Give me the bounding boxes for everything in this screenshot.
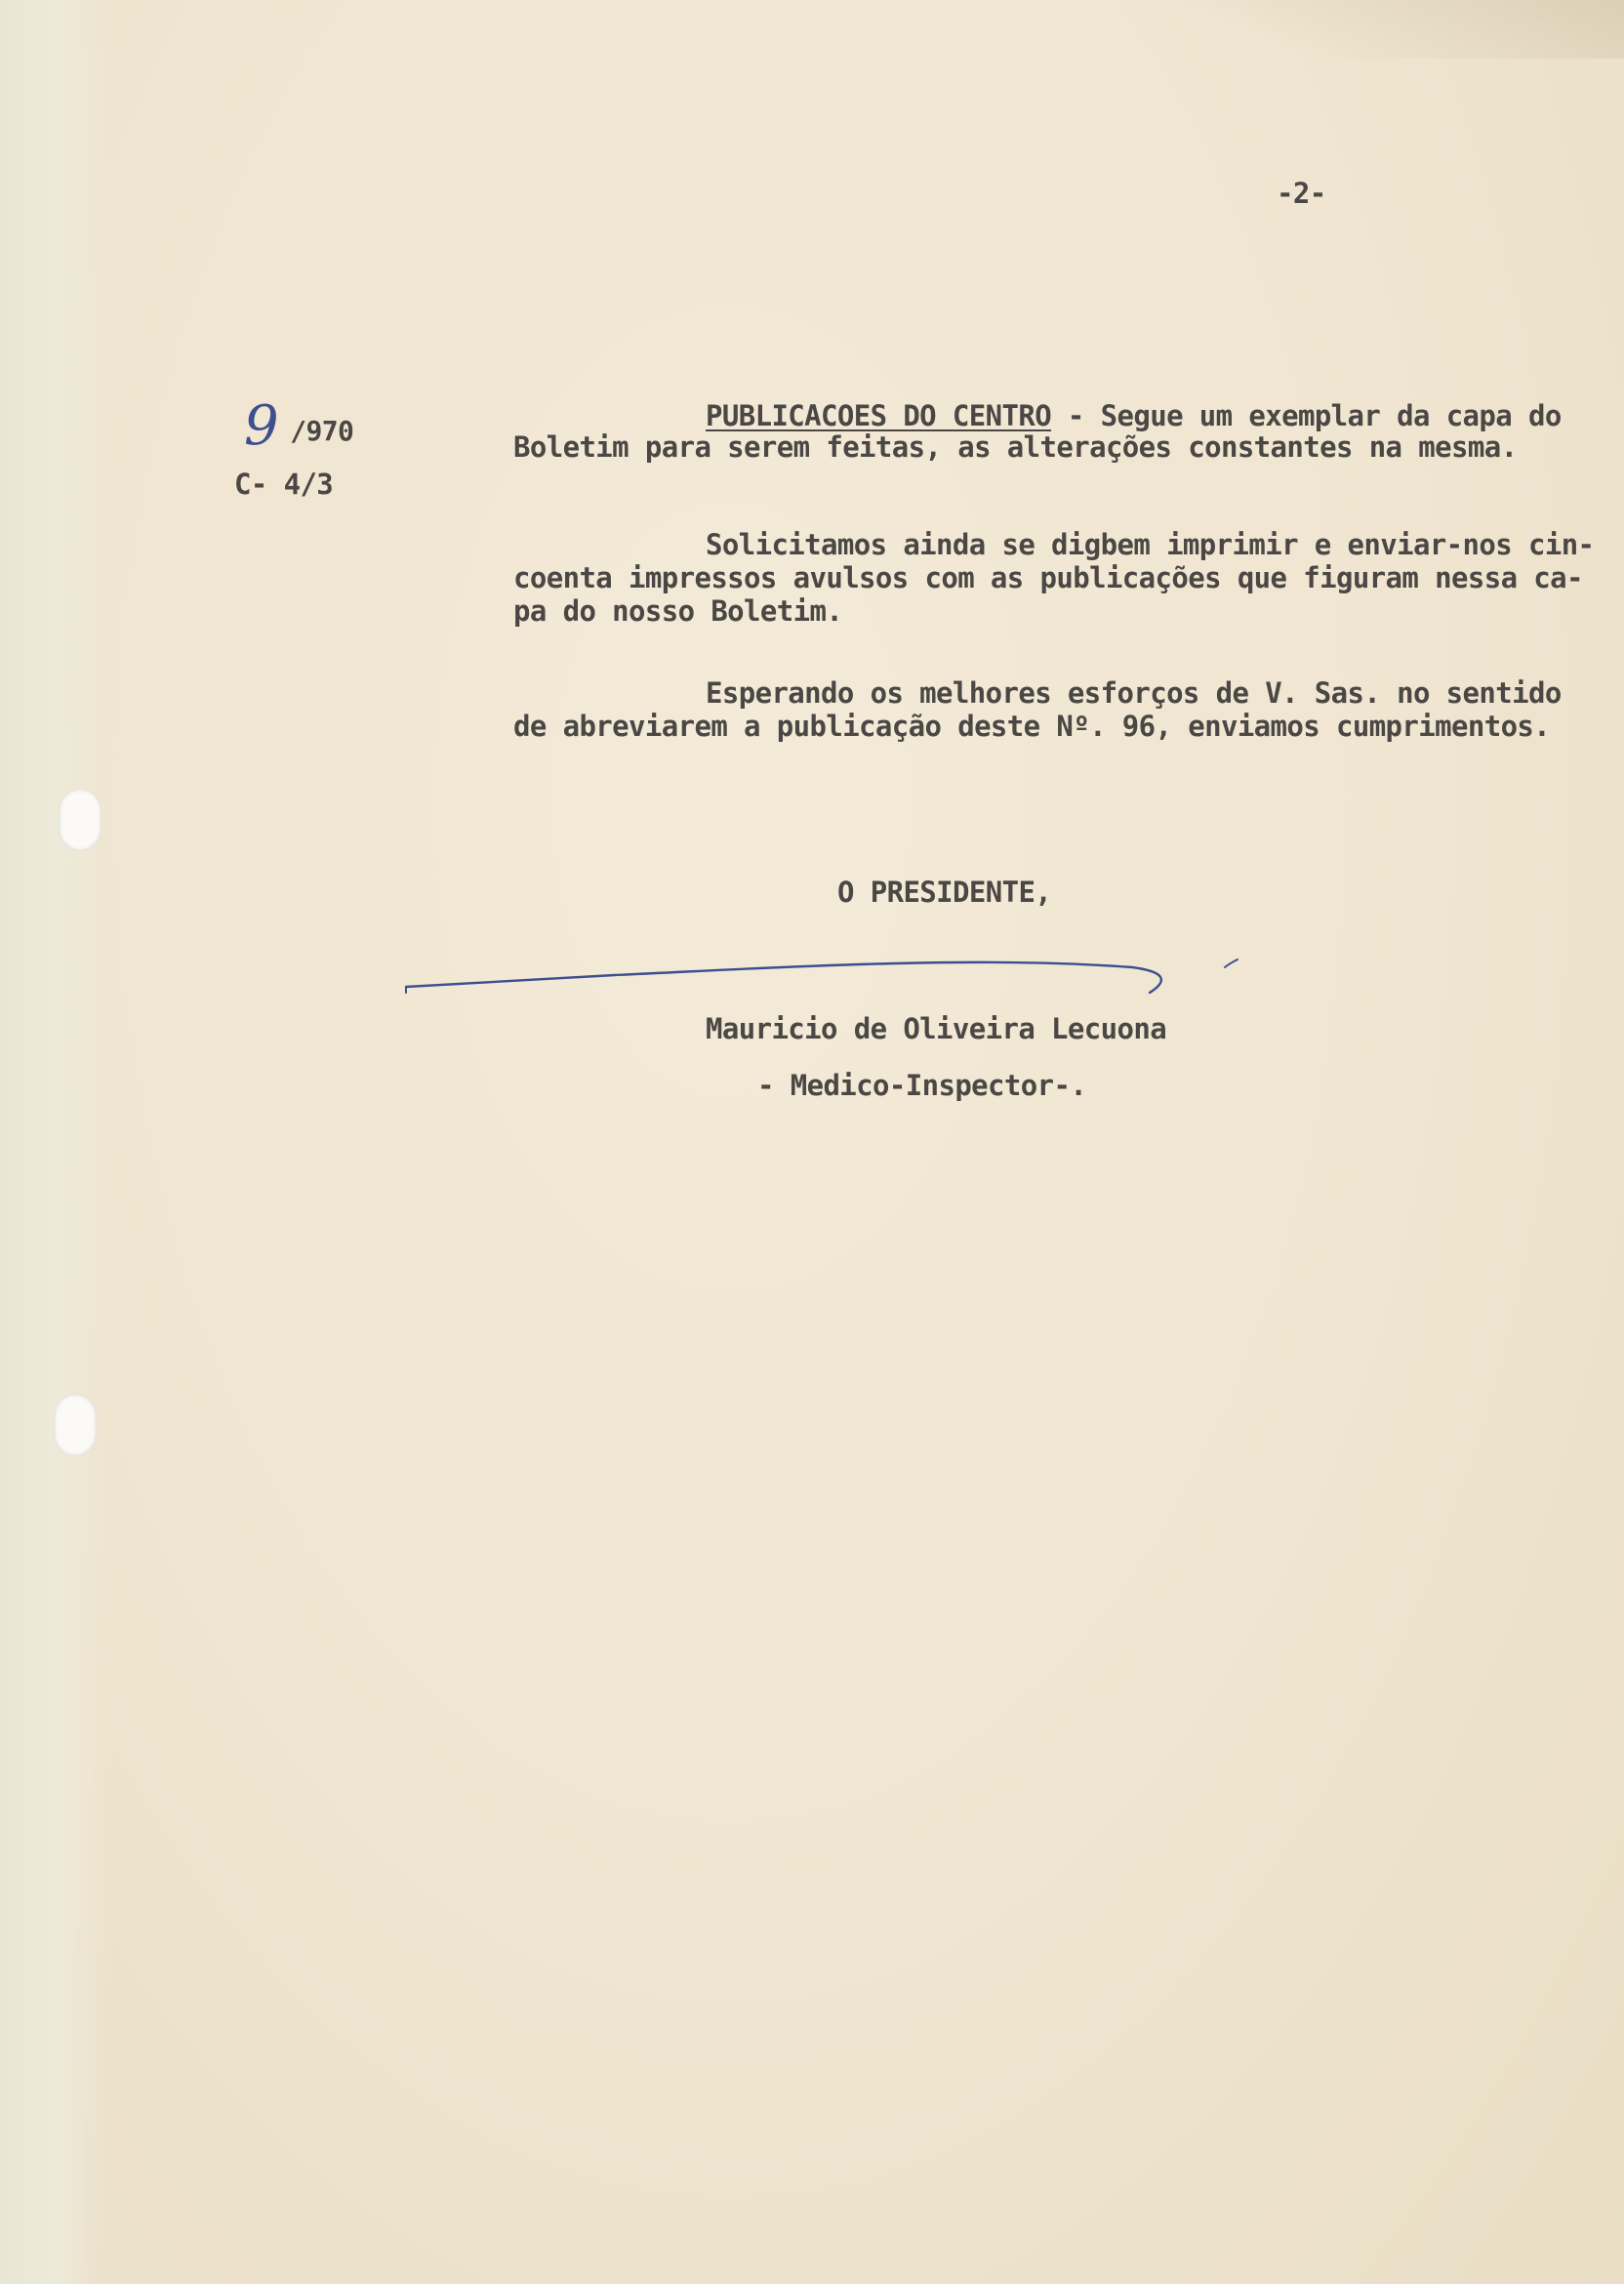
handwritten-signature	[390, 932, 1249, 1010]
paragraph-2-line-2: coenta impressos avulsos com as publicações que figuram nessa ca-	[513, 561, 1583, 594]
paragraph-3-line-1: Esperando os melhores esforços de V. Sas. no sentido	[706, 676, 1562, 710]
paragraph-2-line-3: pa do nosso Boletim.	[513, 594, 843, 628]
filing-number	[244, 394, 354, 458]
signatory-role: - Medico-Inspector-.	[757, 1069, 1087, 1102]
filing-number-main: 9	[244, 394, 279, 458]
page-number: -2-	[1277, 177, 1326, 210]
paragraph-3-line-2: de abreviarem a publicação deste Nº. 96, enviamos cumprimentos.	[513, 710, 1551, 743]
punch-hole-upper	[59, 789, 102, 851]
paper-left-edge	[0, 0, 112, 2284]
signatory-name: Mauricio de Oliveira Lecuona	[706, 1012, 1167, 1045]
closing-title: O PRESIDENTE,	[837, 876, 1052, 909]
paragraph-1-line-1-text: - Segue um exemplar da capa do	[1051, 399, 1562, 432]
reference-code: C- 4/3	[234, 468, 334, 501]
paper-wear-mark	[1116, 0, 1624, 59]
section-heading: PUBLICACOES DO CENTRO	[706, 399, 1052, 432]
filing-year: /970	[290, 415, 354, 447]
paragraph-2-line-1: Solicitamos ainda se digbem imprimir e enviar-nos cin-	[706, 528, 1595, 561]
paragraph-1-line-1	[706, 398, 1562, 433]
paragraph-1-line-2: Boletim para serem feitas, as alterações constantes na mesma.	[513, 430, 1518, 464]
punch-hole-lower	[54, 1394, 97, 1456]
